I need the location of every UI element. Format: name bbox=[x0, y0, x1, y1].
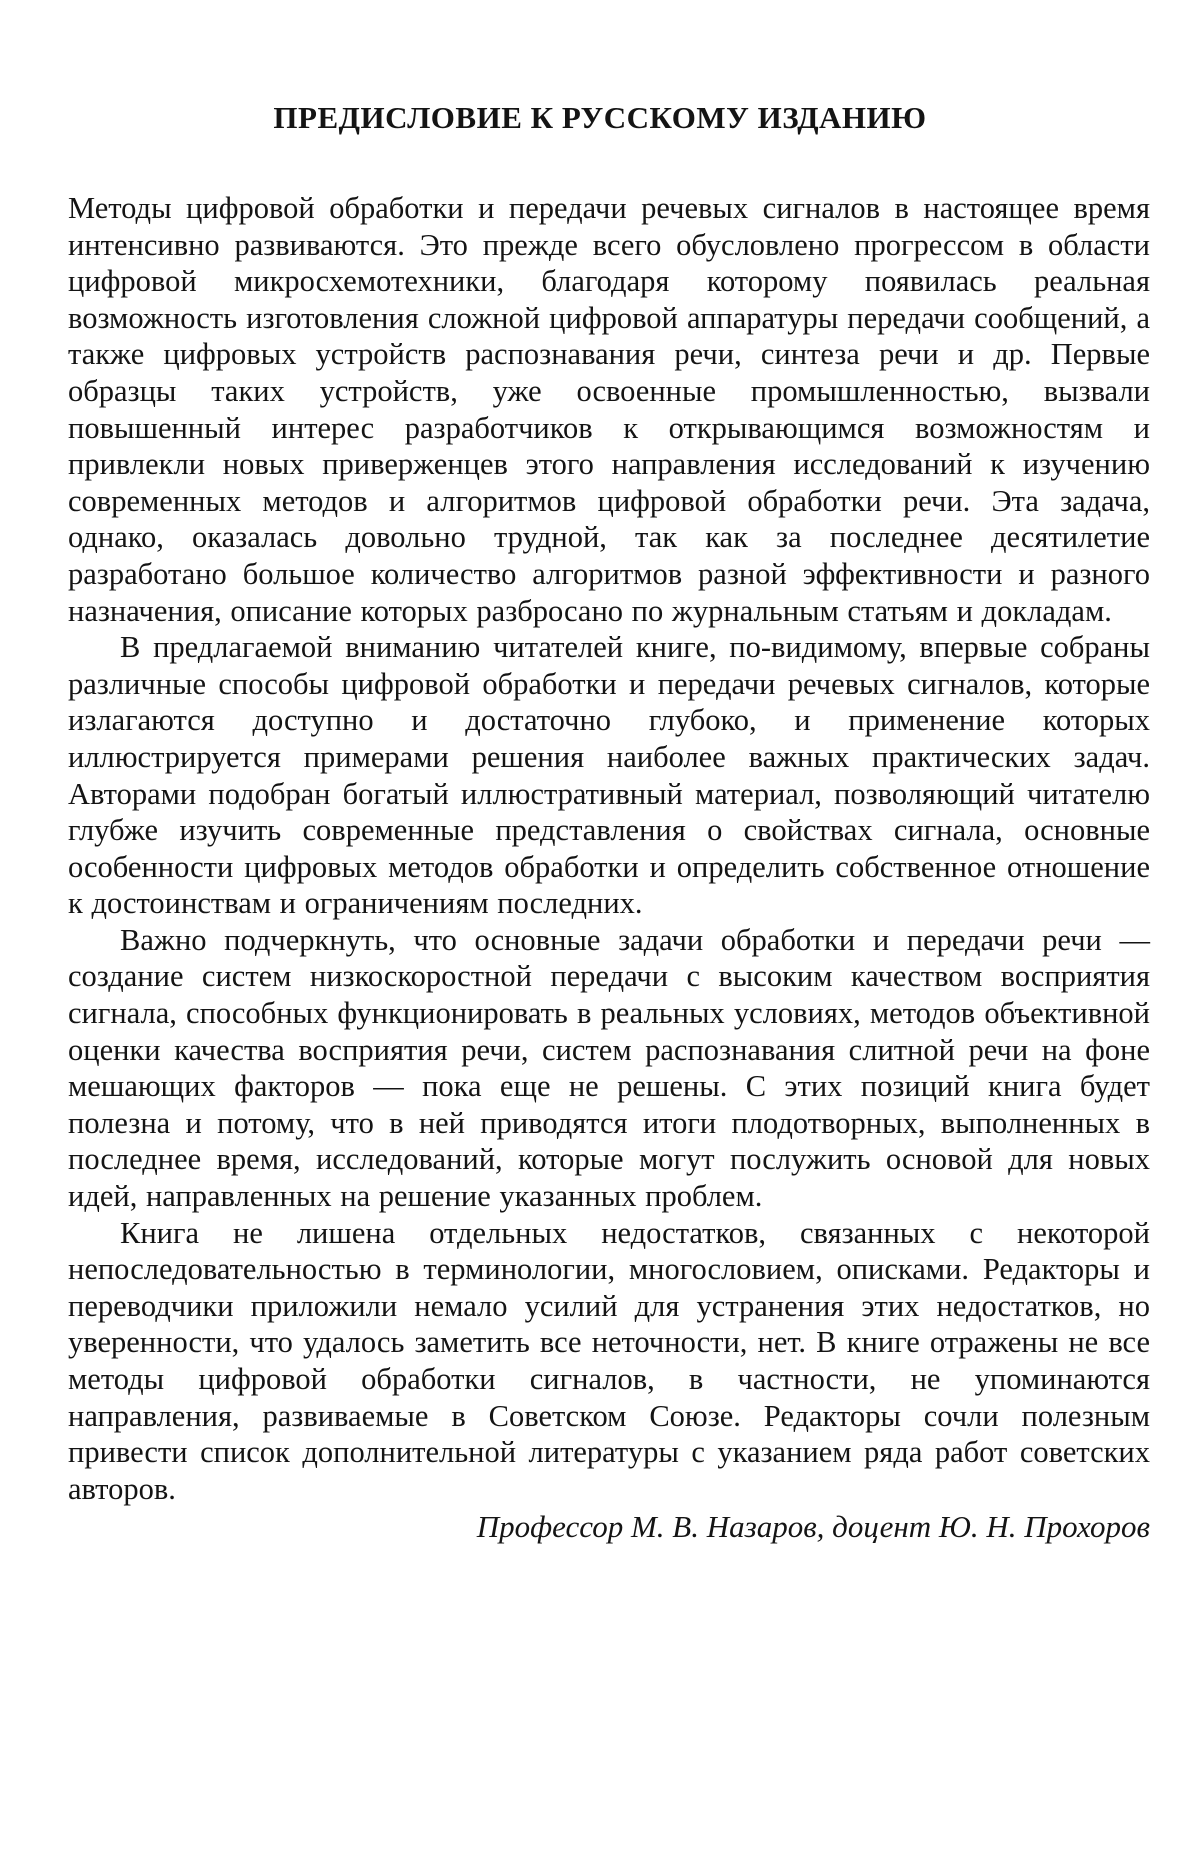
paragraph-1: Методы цифровой обработки и передачи речевых сигналов в настоящее время интенсивно развиваются. Это прежде всего обусловлено прогрессом в области цифровой микросхемотехники, благодаря которому появилась реальная возможность изготовления сложной цифровой аппаратуры передачи сообщений, а также цифровых устройств распознавания речи, синтеза речи и др. Первые образцы таких устройств, уже освоенные промышленностью, вызвали повышенный интерес разработчиков к открывающимся возможностям и привлекли новых приверженцев этого направления исследований к изучению современных методов и алгоритмов цифровой обработки речи. Эта задача, однако, оказалась довольно трудной, так как за последнее десятилетие разработано большое количество алгоритмов разной эффективности и разного назначения, описание которых разбросано по журнальным статьям и докладам. bbox=[68, 191, 1150, 628]
signature: Профессор М. В. Назаров, доцент Ю. Н. Прохоров bbox=[476, 1509, 1150, 1545]
paragraph-4: Книга не лишена отдельных недостатков, связанных с некоторой непоследовательностью в терминологии, многословием, описками. Редакторы и переводчики приложили немало усилий для устранения этих недостатков, но уверенности, что удалось заметить все неточности, нет. В книге отражены не все методы цифровой обработки сигналов, в частности, не упоминаются направления, развиваемые в Советском Союзе. Редакторы сочли полезным привести список дополнительной литературы с указанием ряда работ советских авторов. bbox=[68, 1215, 1150, 1506]
paragraph-3: Важно подчеркнуть, что основные задачи обработки и передачи речи — создание систем низкоскоростной передачи с высоким качеством восприятия сигнала, способных функционировать в реальных условиях, методов объективной оценки качества восприятия речи, систем распознавания слитной речи на фоне мешающих факторов — пока еще не решены. С этих позиций книга будет полезна и потому, что в ней приводятся итоги плодотворных, выполненных в последнее время, исследований, которые могут послужить основой для новых идей, направленных на решение указанных проблем. bbox=[68, 922, 1150, 1214]
paragraph-2: В предлагаемой вниманию читателей книге, по-видимому, впервые собраны различные способы цифровой обработки и передачи речевых сигналов, которые излагаются доступно и достаточно глубоко, и применение которых иллюстрируется примерами решения наиболее важных практических задач. Авторами подобран богатый иллюстративный материал, позволяющий читателю глубже изучить современные представления о свойствах сигнала, основные особенности цифровых методов обработки и определить собственное отношение к достоинствам и ограничениям последних. bbox=[68, 630, 1150, 921]
preface-body bbox=[68, 190, 1150, 1547]
page-title: ПРЕДИСЛОВИЕ К РУССКОМУ ИЗДАНИЮ bbox=[273, 100, 927, 135]
